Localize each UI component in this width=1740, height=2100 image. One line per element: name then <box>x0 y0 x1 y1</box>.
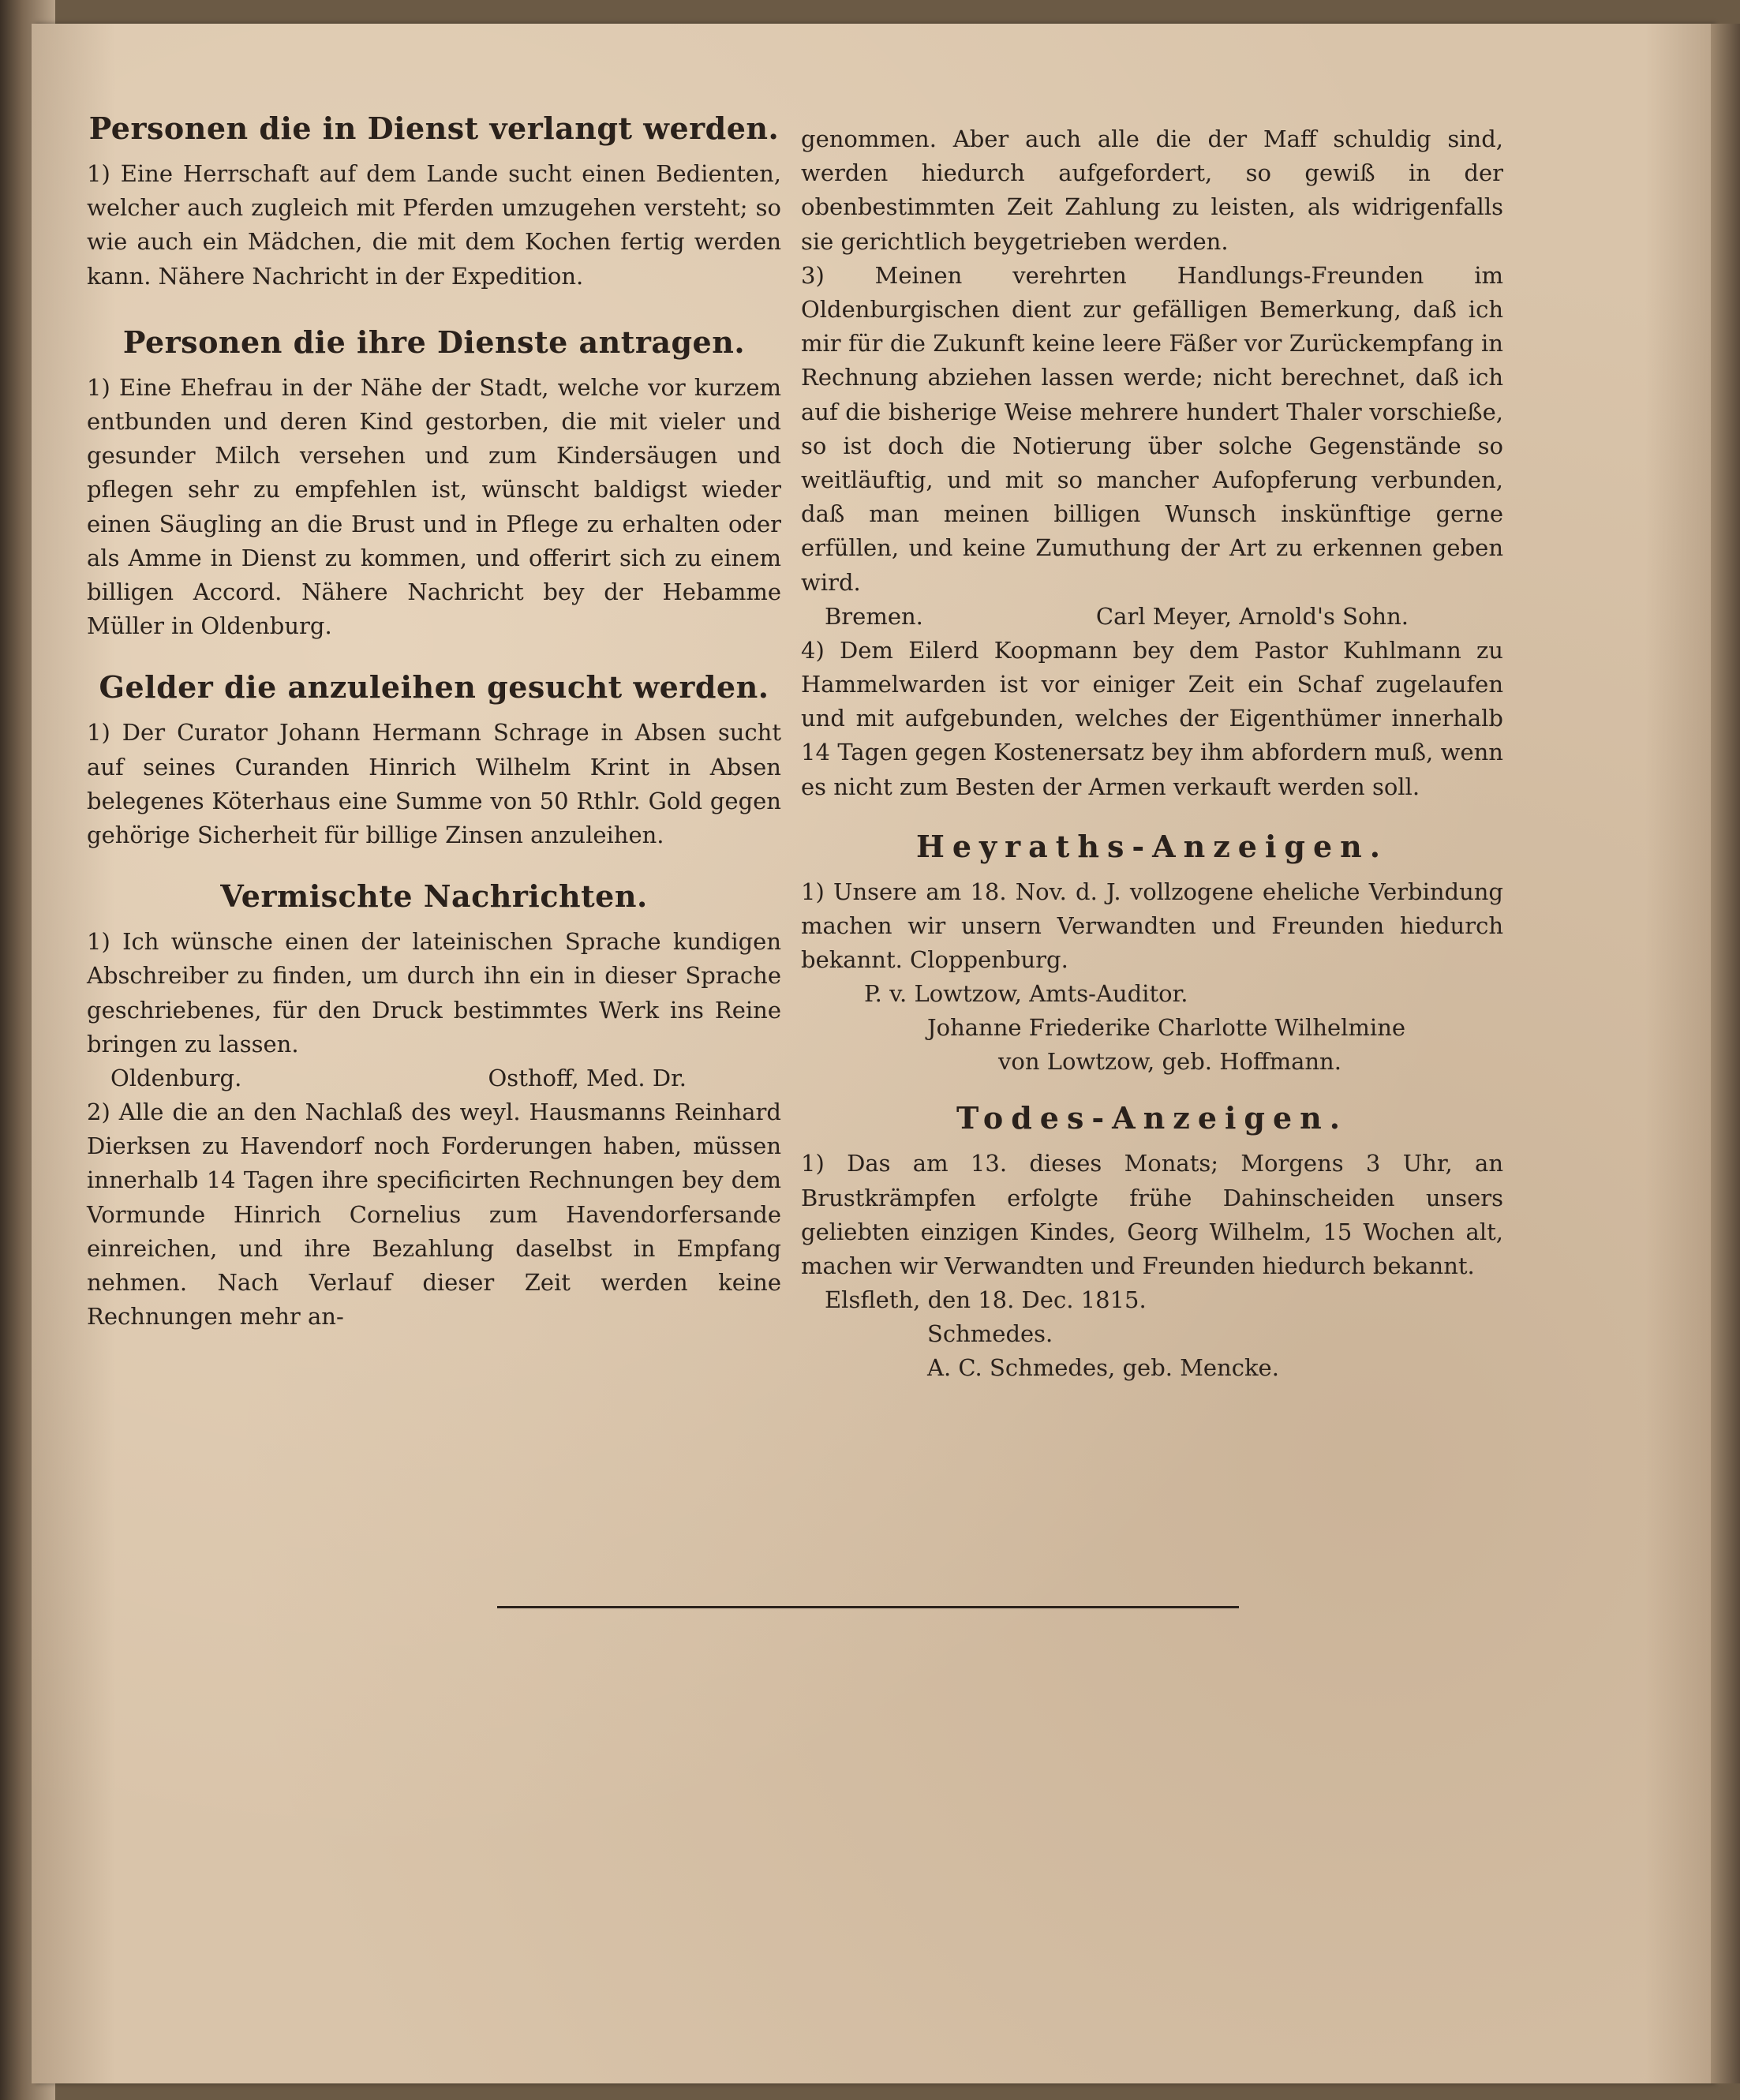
place-bremen: Bremen. <box>825 602 923 630</box>
signer-meyer: Carl Meyer, Arnold's Sohn. <box>1095 602 1409 630</box>
heading-vermischte: Vermischte Nachrichten. <box>220 878 648 915</box>
signature-a-c-schmedes: A. C. Schmedes, geb. Mencke. <box>927 1354 1279 1382</box>
ad-dienste-antragen-1: 1) Eine Ehefrau in der Nähe der Stadt, welche vor kurzem entbunden und deren Kind gestorben, die mit vieler und gesunder Milch versehen und zum Kindersäugen und pflegen sehr zu empfehlen ist, wünscht baldigst wieder einen Säugling an die Brust und in Pflege zu erhalten oder als Amme in Dienst zu kommen, und offerirt sich zu einem billigen Accord. Nähere Nachricht bey der Hebamme Müller in Oldenburg. <box>87 373 781 640</box>
heading-dienst-verlangt: Personen die in Dienst verlangt werden. <box>88 110 780 146</box>
ad-dienst-verlangt-1: 1) Eine Herrschaft auf dem Lande sucht einen Bedienten, welcher auch zugleich mit Pferden umzugehen versteht; so wie auch ein Mädchen, die mit dem Kochen fertig werden kann. Nähere Nachricht in der Expedition. <box>87 160 781 290</box>
ad-vermischte-2: 2) Alle die an den Nachlaß des weyl. Hausmanns Reinhard Dierksen zu Havendorf noch Forderungen haben, müssen innerhalb 14 Tagen ihre specificirten Rechnungen bey dem Vormunde Hinrich Cornelius zum Havendorfersande einreichen, und ihre Bezahlung daselbst in Empfang nehmen. Nach Verlauf dieser Zeit werden keine Rechnungen mehr an- <box>87 1099 781 1331</box>
ad-gelder-1: 1) Der Curator Johann Hermann Schrage in Absen sucht auf seines Curanden Hinrich Wilhelm Krint in Absen belegenes Köterhaus eine Summe von 50 Rthlr. Gold gegen gehörige Sicherheit für billige Zinsen anzuleihen. <box>87 719 781 849</box>
left-column <box>87 91 781 1334</box>
signature-schmedes: Schmedes. <box>927 1320 1053 1348</box>
right-column <box>801 91 1503 1385</box>
end-rule <box>497 1606 1239 1608</box>
place-oldenburg: Oldenburg. <box>110 1065 242 1092</box>
signature-johanne: Johanne Friederike Charlotte Wilhelmine <box>927 1014 1406 1042</box>
signature-meyer <box>801 600 1503 634</box>
heading-heyraths: Heyraths-Anzeigen. <box>915 828 1389 864</box>
signature-osthoff <box>87 1061 781 1095</box>
ad-vermischte-3: 3) Meinen verehrten Handlungs-Freunden im Oldenburgischen dient zur gefälligen Bemerkung, daß ich mir für die Zukunft keine leere Fäßer vor Zurückempfang in Rechnung abziehen lassen werde; nicht berechnet, daß ich auf die bisherige Weise mehrere hundert Thaler vorschieße, so ist doch die Notierung über solche Gegenstände so weitläuftig, und mit so mancher Aufopferung verbunden, daß man meinen billigen Wunsch inskünftige gerne erfüllen, und keine Zumuthung der Art zu erkennen geben wird. <box>801 261 1503 596</box>
ad-todes-1: 1) Das am 13. dieses Monats; Morgens 3 Uhr, an Brustkrämpfen erfolgte frühe Dahinscheiden unsers geliebten einzigen Kindes, Georg Wilhelm, 15 Wochen alt, machen wir Verwandten und Freunden hiedurch bekannt. <box>801 1150 1503 1280</box>
signature-lowtzow: P. v. Lowtzow, Amts-Auditor. <box>864 980 1188 1008</box>
heading-dienste-antragen: Personen die ihre Dienste antragen. <box>122 324 746 360</box>
ad-vermischte-1: 1) Ich wünsche einen der lateinischen Sprache kundigen Abschreiber zu finden, um durch ihn ein in dieser Sprache geschriebenes, für den Druck bestimmtes Werk ins Reine bringen zu lassen. <box>87 928 781 1057</box>
signer-osthoff: Osthoff, Med. Dr. <box>488 1065 687 1092</box>
signature-von-lowtzow: von Lowtzow, geb. Hoffmann. <box>998 1048 1341 1076</box>
ad-vermischte-4: 4) Dem Eilerd Koopmann bey dem Pastor Kuhlmann zu Hammelwarden ist vor einiger Zeit ein Schaf zugelaufen und mit aufgebunden, welches der Eigenthümer innerhalb 14 Tagen gegen Kostenersatz bey ihm abfordern muß, wenn es nicht zum Besten der Armen verkauft werden soll. <box>801 636 1503 800</box>
page-edge <box>1711 24 1740 2083</box>
heading-gelder: Gelder die anzuleihen gesucht werden. <box>99 669 769 706</box>
place-date-elsfleth: Elsfleth, den 18. Dec. 1815. <box>825 1286 1147 1314</box>
ad-heyraths-1: 1) Unsere am 18. Nov. d. J. vollzogene eheliche Verbindung machen wir unsern Verwandten und Freunden hiedurch bekannt. Cloppenburg. <box>801 878 1503 974</box>
ad-continuation: genommen. Aber auch alle die der Maff schuldig sind, werden hiedurch aufgefordert, so gewiß in der obenbestimmten Zeit Zahlung zu leisten, als widrigenfalls sie gerichtlich beygetrieben werden. <box>801 125 1503 255</box>
heading-todes: Todes-Anzeigen. <box>956 1100 1349 1136</box>
